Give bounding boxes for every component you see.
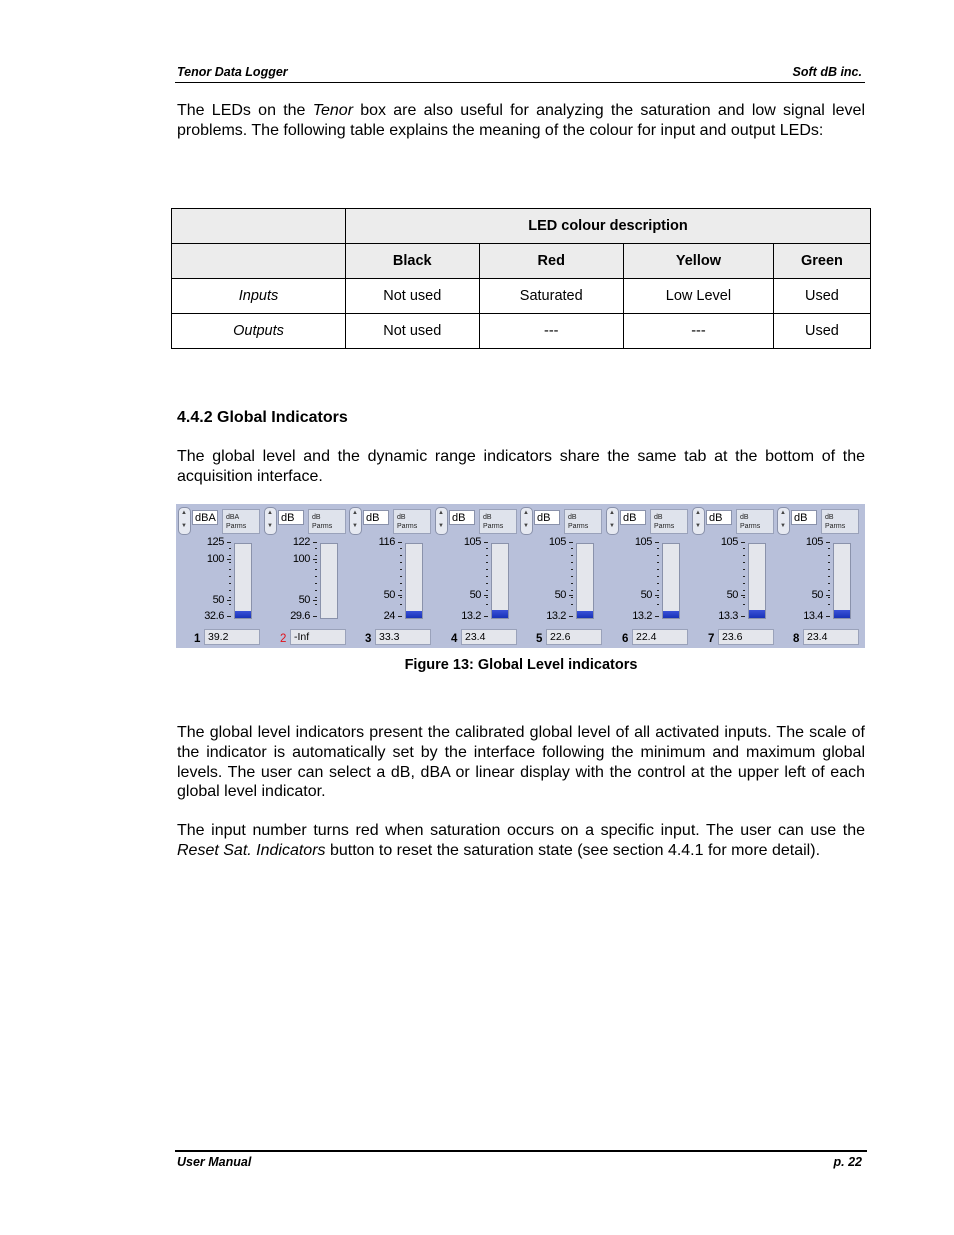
weighting-parms: Parms <box>226 523 247 530</box>
table-cell: Low Level <box>623 279 773 314</box>
scale-minor-tick <box>657 583 659 584</box>
scale-label: 100 <box>292 553 310 565</box>
paragraph-global-intro: The global level and the dynamic range indicators share the same tab at the bottom of the acquisition interface. <box>177 448 865 485</box>
level-bar <box>748 543 766 619</box>
scale-minor-tick <box>315 569 317 570</box>
scale-tick <box>398 616 402 617</box>
footer-title: User Manual <box>177 1155 252 1169</box>
scale-minor-tick <box>657 555 659 556</box>
scale-label: 13.3 <box>718 610 738 622</box>
intro-text-1: The LEDs on the <box>177 102 313 119</box>
scale-minor-tick <box>828 576 830 577</box>
weighting-unit: dBA <box>226 514 240 521</box>
figure-caption: Figure 13: Global Level indicators <box>404 657 638 673</box>
scale-minor-tick <box>657 569 659 570</box>
weighting-display <box>393 509 431 534</box>
level-bar-fill <box>749 610 765 618</box>
section-heading: 4.4.2 Global Indicators <box>177 409 348 426</box>
scale-minor-tick <box>657 562 659 563</box>
level-bar <box>234 543 252 619</box>
weighting-unit: dB <box>483 514 492 521</box>
scale-label: 122 <box>292 536 310 548</box>
scale-minor-tick <box>229 597 231 598</box>
unit-selector[interactable]: dB <box>363 510 389 525</box>
unit-selector[interactable]: dB <box>278 510 304 525</box>
spin-up-icon[interactable]: ▲ <box>780 510 786 516</box>
intro-text-2: box are also useful for analyzing the saturation and low signal level problems. The following table explains the meaning of the colour for input and output LEDs: <box>177 102 866 139</box>
spin-down-icon[interactable]: ▼ <box>352 523 358 529</box>
spin-down-icon[interactable]: ▼ <box>609 523 615 529</box>
weighting-unit: dB <box>740 514 749 521</box>
level-value: 39.2 <box>204 629 260 645</box>
level-bar <box>491 543 509 619</box>
page-number: p. 22 <box>833 1155 862 1169</box>
scale-label: 50 <box>554 589 566 601</box>
scale-minor-tick <box>486 576 488 577</box>
table-cell: Not used <box>346 314 480 349</box>
scale-label: 125 <box>206 536 224 548</box>
scale-minor-tick <box>315 604 317 605</box>
scale-minor-tick <box>828 555 830 556</box>
scale-tick <box>569 595 573 596</box>
level-bar <box>320 543 338 619</box>
scale-tick <box>655 616 659 617</box>
weighting-parms: Parms <box>825 523 846 530</box>
scale-label: 105 <box>805 536 823 548</box>
weighting-display <box>650 509 688 534</box>
weighting-unit: dB <box>397 514 406 521</box>
unit-spinner[interactable] <box>692 507 705 535</box>
level-bar-fill <box>492 610 508 618</box>
scale-minor-tick <box>657 548 659 549</box>
global-level-indicator <box>347 504 433 648</box>
column-header-yellow: Yellow <box>623 244 773 279</box>
scale-tick <box>741 542 745 543</box>
scale-minor-tick <box>828 590 830 591</box>
table-group-header: LED colour description <box>346 209 871 244</box>
saturation-text-2: button to reset the saturation state (see section 4.4.1 for more detail). <box>325 841 821 859</box>
unit-spinner[interactable] <box>777 507 790 535</box>
weighting-display <box>821 509 859 534</box>
level-scale <box>690 536 746 626</box>
weighting-display <box>308 509 346 534</box>
scale-minor-tick <box>828 569 830 570</box>
scale-minor-tick <box>486 555 488 556</box>
scale-minor-tick <box>400 569 402 570</box>
scale-tick <box>741 616 745 617</box>
global-level-indicator <box>775 504 861 648</box>
scale-minor-tick <box>315 576 317 577</box>
scale-minor-tick <box>828 548 830 549</box>
scale-tick <box>655 595 659 596</box>
level-bar-fill <box>834 610 850 618</box>
scale-minor-tick <box>743 562 745 563</box>
scale-minor-tick <box>486 590 488 591</box>
led-colour-table <box>171 208 871 349</box>
level-bar <box>405 543 423 619</box>
unit-spinner[interactable] <box>349 507 362 535</box>
column-header-green: Green <box>773 244 870 279</box>
scale-minor-tick <box>315 590 317 591</box>
scale-label: 50 <box>212 594 224 606</box>
scale-tick <box>484 595 488 596</box>
weighting-display <box>222 509 260 534</box>
input-number: 5 <box>536 633 543 645</box>
table-group-header-row <box>172 209 871 244</box>
scale-minor-tick <box>315 597 317 598</box>
scale-minor-tick <box>315 562 317 563</box>
scale-minor-tick <box>657 576 659 577</box>
weighting-parms: Parms <box>568 523 589 530</box>
saturation-text-1: The input number turns red when saturation occurs on a specific input. The user can use the <box>177 822 865 839</box>
weighting-display <box>736 509 774 534</box>
scale-minor-tick <box>229 548 231 549</box>
scale-tick <box>227 616 231 617</box>
weighting-unit: dB <box>568 514 577 521</box>
weighting-unit: dB <box>654 514 663 521</box>
unit-selector[interactable]: dBA <box>192 510 218 525</box>
scale-tick <box>227 542 231 543</box>
scale-label: 50 <box>469 589 481 601</box>
scale-minor-tick <box>571 576 573 577</box>
scale-tick <box>484 542 488 543</box>
scale-minor-tick <box>486 562 488 563</box>
weighting-display <box>479 509 517 534</box>
scale-tick <box>826 595 830 596</box>
weighting-unit: dB <box>312 514 321 521</box>
scale-minor-tick <box>229 604 231 605</box>
scale-minor-tick <box>571 555 573 556</box>
scale-label: 105 <box>634 536 652 548</box>
header-company: Soft dB inc. <box>792 65 862 79</box>
table-row <box>172 279 871 314</box>
scale-tick <box>227 600 231 601</box>
input-number: 7 <box>708 633 715 645</box>
intro-paragraph <box>177 101 865 141</box>
spin-up-icon[interactable]: ▲ <box>352 510 358 516</box>
scale-minor-tick <box>229 576 231 577</box>
scale-tick <box>569 616 573 617</box>
level-value: -Inf <box>290 629 346 645</box>
table-cell: --- <box>623 314 773 349</box>
scale-minor-tick <box>743 590 745 591</box>
level-bar-fill <box>577 611 593 618</box>
scale-minor-tick <box>571 562 573 563</box>
level-bar <box>576 543 594 619</box>
scale-minor-tick <box>743 555 745 556</box>
scale-tick <box>313 616 317 617</box>
level-value: 23.4 <box>461 629 517 645</box>
scale-tick <box>313 542 317 543</box>
table-cell: --- <box>479 314 623 349</box>
level-scale <box>347 536 403 626</box>
level-scale <box>176 536 232 626</box>
scale-minor-tick <box>229 569 231 570</box>
level-value: 33.3 <box>375 629 431 645</box>
scale-label: 50 <box>383 589 395 601</box>
spin-up-icon[interactable]: ▲ <box>695 510 701 516</box>
scale-minor-tick <box>743 604 745 605</box>
scale-tick <box>398 595 402 596</box>
level-scale <box>518 536 574 626</box>
global-level-indicator <box>176 504 262 648</box>
scale-label: 13.2 <box>546 610 566 622</box>
input-number: 6 <box>622 633 629 645</box>
table-column-header-row <box>172 244 871 279</box>
input-number: 3 <box>365 633 372 645</box>
table-row <box>172 314 871 349</box>
scale-minor-tick <box>743 576 745 577</box>
scale-minor-tick <box>828 604 830 605</box>
scale-label: 50 <box>811 589 823 601</box>
scale-minor-tick <box>400 576 402 577</box>
scale-minor-tick <box>571 583 573 584</box>
unit-selector[interactable]: dB <box>791 510 817 525</box>
scale-minor-tick <box>486 569 488 570</box>
scale-minor-tick <box>828 562 830 563</box>
scale-label: 116 <box>378 536 395 548</box>
scale-minor-tick <box>571 604 573 605</box>
scale-minor-tick <box>315 583 317 584</box>
input-number: 2 <box>280 633 287 645</box>
global-level-indicator <box>604 504 690 648</box>
scale-minor-tick <box>828 597 830 598</box>
scale-minor-tick <box>400 583 402 584</box>
column-header-red: Red <box>479 244 623 279</box>
global-level-indicator <box>690 504 776 648</box>
scale-minor-tick <box>315 555 317 556</box>
paragraph-saturation <box>177 821 865 861</box>
table-cell: Used <box>773 314 870 349</box>
scale-label: 24 <box>383 610 395 622</box>
weighting-parms: Parms <box>397 523 418 530</box>
scale-label: 100 <box>206 553 224 565</box>
weighting-display <box>564 509 602 534</box>
scale-minor-tick <box>486 548 488 549</box>
level-bar <box>833 543 851 619</box>
scale-minor-tick <box>743 597 745 598</box>
row-label-outputs: Outputs <box>172 314 346 349</box>
global-level-indicators-figure <box>176 504 865 648</box>
scale-minor-tick <box>229 555 231 556</box>
table-cell: Used <box>773 279 870 314</box>
level-bar <box>662 543 680 619</box>
scale-minor-tick <box>400 597 402 598</box>
scale-label: 50 <box>726 589 738 601</box>
scale-minor-tick <box>743 583 745 584</box>
scale-label: 13.4 <box>803 610 823 622</box>
scale-label: 32.6 <box>204 610 224 622</box>
scale-minor-tick <box>400 562 402 563</box>
global-level-indicator <box>433 504 519 648</box>
scale-label: 105 <box>463 536 481 548</box>
scale-minor-tick <box>486 583 488 584</box>
spin-down-icon[interactable]: ▼ <box>523 523 529 529</box>
scale-minor-tick <box>743 569 745 570</box>
scale-minor-tick <box>229 562 231 563</box>
scale-label: 29.6 <box>290 610 310 622</box>
spin-down-icon[interactable]: ▼ <box>695 523 701 529</box>
level-scale <box>604 536 660 626</box>
scale-tick <box>826 542 830 543</box>
level-value: 22.6 <box>546 629 602 645</box>
scale-label: 50 <box>298 594 310 606</box>
level-scale <box>262 536 318 626</box>
scale-minor-tick <box>400 548 402 549</box>
level-value: 23.6 <box>718 629 774 645</box>
row-label-inputs: Inputs <box>172 279 346 314</box>
scale-label: 50 <box>640 589 652 601</box>
scale-minor-tick <box>743 548 745 549</box>
scale-minor-tick <box>400 604 402 605</box>
page-footer <box>175 1150 867 1172</box>
intro-emphasis: Tenor <box>312 102 354 119</box>
scale-tick <box>826 616 830 617</box>
unit-spinner[interactable] <box>178 507 191 535</box>
table-corner-cell <box>172 244 346 279</box>
unit-selector[interactable]: dB <box>534 510 560 525</box>
header-title: Tenor Data Logger <box>177 65 288 79</box>
global-level-indicator <box>518 504 604 648</box>
scale-minor-tick <box>486 604 488 605</box>
scale-tick <box>741 595 745 596</box>
scale-label: 13.2 <box>632 610 652 622</box>
spin-down-icon[interactable]: ▼ <box>181 523 187 529</box>
scale-tick <box>484 616 488 617</box>
scale-tick <box>313 559 317 560</box>
page-header <box>175 64 865 83</box>
input-number: 1 <box>194 633 201 645</box>
weighting-parms: Parms <box>740 523 761 530</box>
spin-up-icon[interactable]: ▲ <box>181 510 187 516</box>
scale-label: 13.2 <box>461 610 481 622</box>
spin-up-icon[interactable]: ▲ <box>438 510 444 516</box>
level-value: 22.4 <box>632 629 688 645</box>
level-bar-fill <box>663 611 679 618</box>
scale-tick <box>313 600 317 601</box>
spin-up-icon[interactable]: ▲ <box>267 510 273 516</box>
scale-minor-tick <box>657 604 659 605</box>
scale-minor-tick <box>571 569 573 570</box>
unit-selector[interactable]: dB <box>706 510 732 525</box>
scale-label: 105 <box>548 536 566 548</box>
unit-spinner[interactable] <box>435 507 448 535</box>
table-cell: Not used <box>346 279 480 314</box>
input-number: 4 <box>451 633 458 645</box>
unit-selector[interactable]: dB <box>620 510 646 525</box>
scale-minor-tick <box>315 548 317 549</box>
column-header-black: Black <box>346 244 480 279</box>
spin-down-icon[interactable]: ▼ <box>780 523 786 529</box>
scale-minor-tick <box>571 590 573 591</box>
input-number: 8 <box>793 633 800 645</box>
scale-minor-tick <box>229 583 231 584</box>
scale-minor-tick <box>571 597 573 598</box>
weighting-parms: Parms <box>312 523 333 530</box>
scale-minor-tick <box>486 597 488 598</box>
level-scale <box>433 536 489 626</box>
scale-minor-tick <box>571 548 573 549</box>
scale-minor-tick <box>400 555 402 556</box>
reset-sat-indicators-reference: Reset Sat. Indicators <box>177 841 326 859</box>
scale-tick <box>398 542 402 543</box>
unit-spinner[interactable] <box>264 507 277 535</box>
spin-down-icon[interactable]: ▼ <box>267 523 273 529</box>
scale-label: 105 <box>720 536 738 548</box>
spin-up-icon[interactable]: ▲ <box>609 510 615 516</box>
scale-tick <box>655 542 659 543</box>
unit-selector[interactable]: dB <box>449 510 475 525</box>
scale-minor-tick <box>229 590 231 591</box>
spin-up-icon[interactable]: ▲ <box>523 510 529 516</box>
weighting-parms: Parms <box>654 523 675 530</box>
spin-down-icon[interactable]: ▼ <box>438 523 444 529</box>
level-bar-fill <box>406 611 422 618</box>
scale-minor-tick <box>657 597 659 598</box>
scale-minor-tick <box>657 590 659 591</box>
paragraph-indicator-description: The global level indicators present the calibrated global level of all activated inputs. The scale of the indicator is automatically set by the interface following the minimum and maximum global levels. The user can select a dB, dBA or linear display with the control at the upper left of each global level indicator. <box>177 724 865 801</box>
table-corner-cell <box>172 209 346 244</box>
level-bar-fill <box>235 611 251 618</box>
global-level-indicator <box>262 504 348 648</box>
level-value: 23.4 <box>803 629 859 645</box>
weighting-parms: Parms <box>483 523 504 530</box>
scale-tick <box>569 542 573 543</box>
scale-minor-tick <box>400 590 402 591</box>
level-scale <box>775 536 831 626</box>
table-cell: Saturated <box>479 279 623 314</box>
weighting-unit: dB <box>825 514 834 521</box>
unit-spinner[interactable] <box>606 507 619 535</box>
scale-minor-tick <box>828 583 830 584</box>
scale-tick <box>227 559 231 560</box>
unit-spinner[interactable] <box>520 507 533 535</box>
